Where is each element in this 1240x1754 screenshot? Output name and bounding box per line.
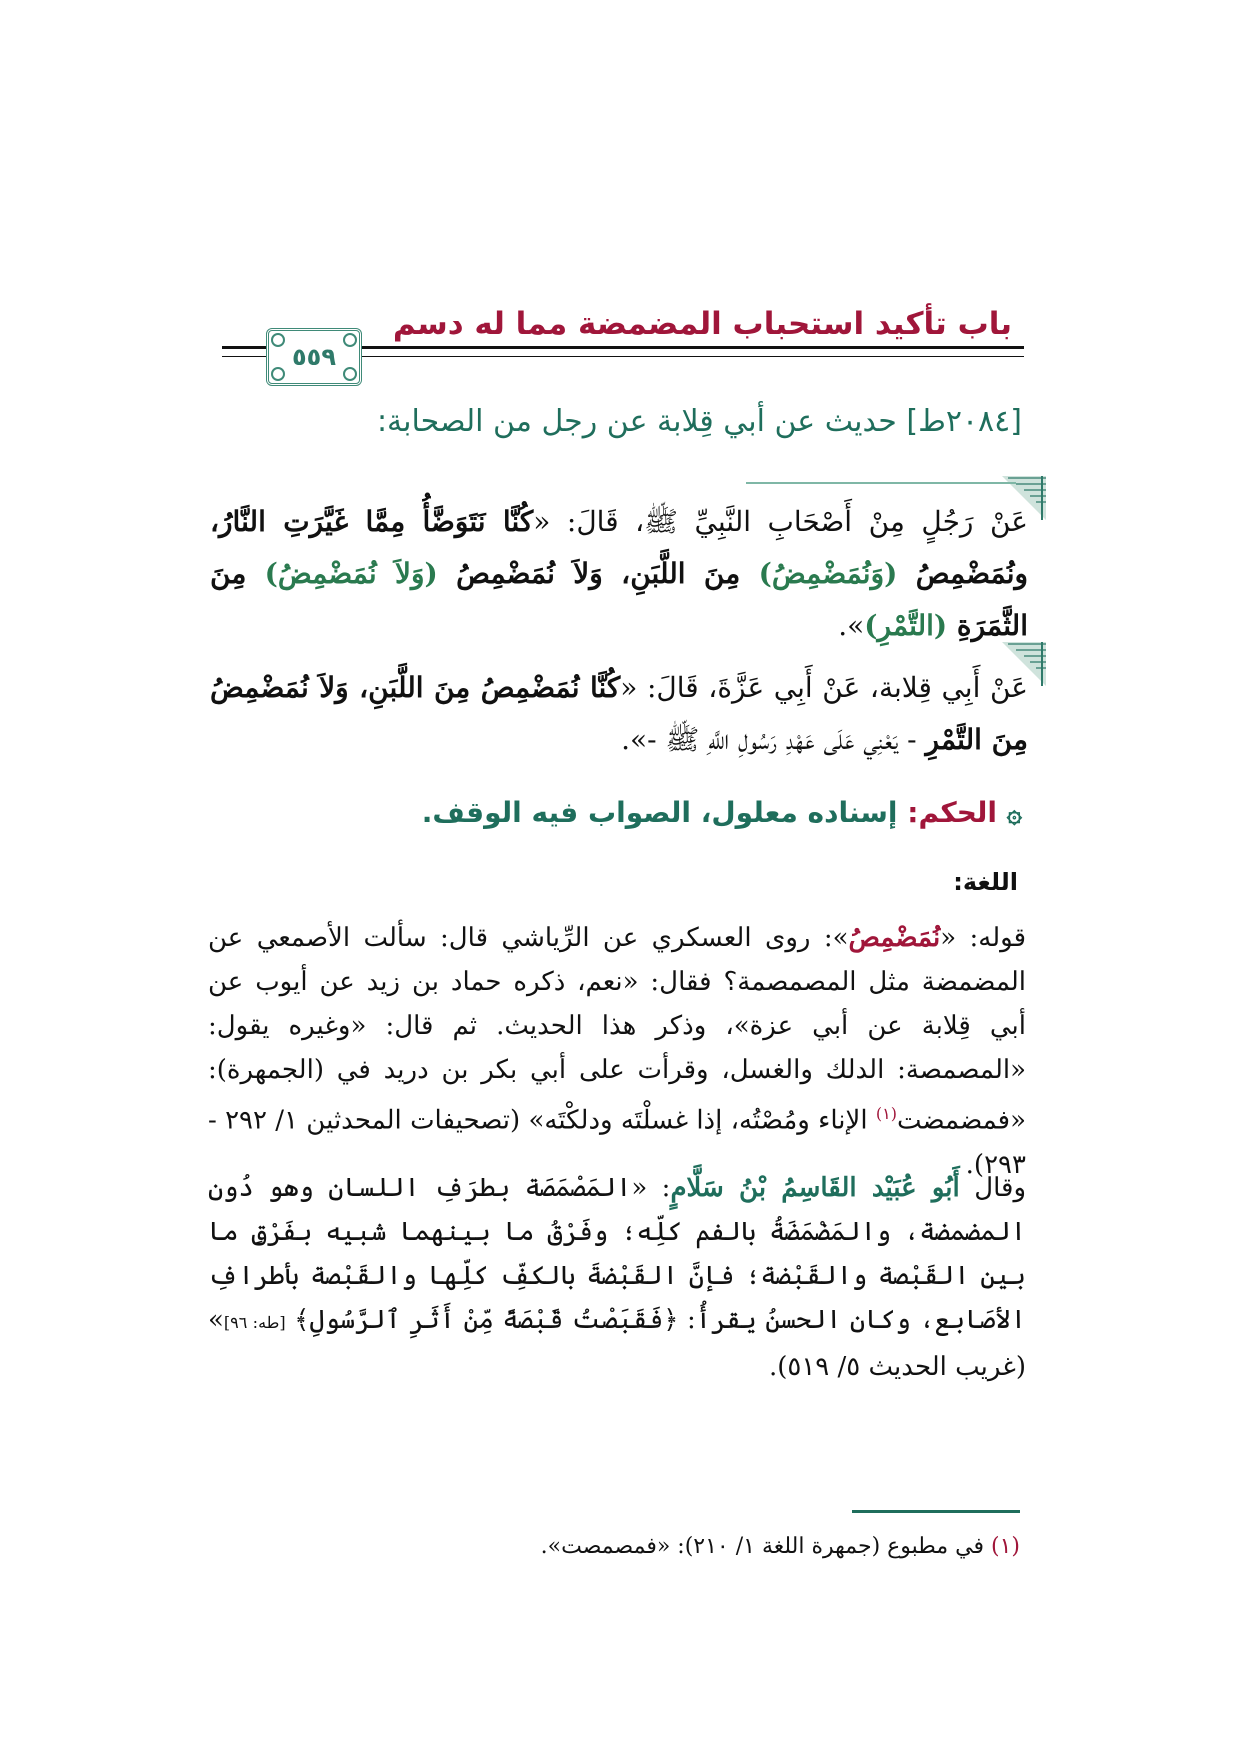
para1-intro: قوله: «: [940, 923, 1027, 953]
ruling-text: إسناده معلول، الصواب فيه الوقف.: [421, 796, 908, 829]
footnote-text: في مطبوع (جمهرة اللغة ١/ ٢١٠): «فمصمصت».: [540, 1534, 991, 1559]
hadith1-matn-a: كُنَّا نَتَوَضَّأُ مِمَّا غَيَّرَتِ النَّارُ، ونُمَضْمِصُ: [210, 505, 1029, 590]
hadith-corner-ornament-icon: [1002, 642, 1046, 686]
para2-end: » (غريب الحديث ٥/ ٥١٩).: [208, 1305, 1026, 1382]
page-number-badge: [266, 328, 362, 386]
footnote-reference[interactable]: (١): [875, 1104, 897, 1123]
hadith-text-1: [210, 482, 1028, 652]
page-number: ٥٥٩: [292, 343, 336, 371]
header-rule-left-thin: [222, 356, 266, 357]
hadith1-end: ».: [838, 609, 865, 642]
hadith2-end: - يَعْنِي عَلَى عَهْدِ رَسُولِ اللَّهِ ﷺ -».: [621, 723, 926, 756]
para1-keyword: نُمَضْمِصُ: [848, 923, 941, 953]
hadith1-matn-b: مِنَ اللَّبَنِ، وَلاَ نُمَضْمِصُ: [456, 557, 741, 590]
hadith1-intro: عَنْ رَجُلٍ مِنْ أَصْحَابِ النَّبِيِّ ﷺ، قَالَ: «: [533, 505, 1028, 538]
header-rule-left: [222, 346, 266, 349]
footnote-separator: [852, 1510, 1020, 1513]
hadith1-variant-a: (وَنُمَضْمِضُ): [740, 557, 916, 590]
hadith-text-2: [210, 648, 1028, 766]
quran-reference: [طه: ٩٦]: [223, 1313, 286, 1332]
header-rule-right: [358, 346, 1024, 349]
hadith1-variant-c: (التَّمْرِ): [864, 609, 957, 642]
hadith-reference: [٢٠٨٤ط]: [906, 404, 1022, 439]
hadith-top-line: [746, 482, 1016, 484]
flower-ornament-icon: ۞: [1006, 799, 1022, 829]
section-title: حديث عن أبي قِلابة عن رجل من الصحابة:: [376, 404, 897, 439]
para2-intro: وقال: [959, 1173, 1027, 1203]
ruling-label: الحكم:: [907, 796, 998, 829]
footnote: [200, 1534, 1020, 1559]
hadith1-matn-c: مِنَ الثَّمَرَةِ: [210, 557, 1028, 642]
header-rule-right-thin: [358, 356, 1024, 357]
footnote-number: (١): [990, 1534, 1020, 1559]
para1-body: »: روى العسكري عن الرِّياشي قال: سألت الأصمعي عن المضمضة مثل المصمصمة؟ فقال: «نعم، ذكره حماد بن زيد عن أيوب عن أبي قِلابة عن أبي عزة»، وذكر هذا الحديث. ثم قال: «وغيره يقول: «المصمصة: الدلك والغسل، وقرأت على أبي بكر بن دريد في (الجمهرة): «فمضمضت: [208, 923, 1026, 1136]
hadith2-matn: كُنَّا نُمَضْمِصُ مِنَ اللَّبَنِ، وَلاَ نُمَضْمِضُ مِنَ التَّمْرِ: [210, 671, 1028, 756]
hadith-block-2: [210, 648, 1028, 766]
language-label: اللغة:: [953, 868, 1018, 896]
para2-body: : «المَصْمَصَة بطرَفِ اللسان وهو دُون المضمضة، والمَضْمَضَةُ بالفم كلِّه؛ وفَرْقُ ما بينهما شبيه بفَرْقِ ما بين القَبْصة والقَبْضة؛ فإنَّ القَبْضةَ بالكفِّ كلِّها والقَبْصة بأطرافِ الأصَابع، وكان الحسنُ يقرأُ: ﴿فَقَبَصْتُ قَبْصَةً مِّنْ أَثَرِ ٱلرَّسُولِ﴾: [208, 1173, 1026, 1335]
running-title: باب تأكيد استحباب المضمضة مما له دسم: [392, 306, 1012, 342]
hadith-block-1: [210, 482, 1028, 652]
section-heading: [202, 404, 1022, 439]
commentary-paragraph-2: [208, 1166, 1026, 1389]
para2-scholar-name: أَبُو عُبَيْد القَاسِمُ بْنُ سَلَّامٍ: [670, 1173, 960, 1203]
para1-end: الإناء ومُصْتُه، إذا غسلْتَه ودلكْتَه» (تصحيفات المحدثين ١/ ٢٩٢ - ٢٩٣).: [208, 1105, 1026, 1180]
hadith1-variant-b: (وَلاَ نُمَضْمِضُ): [246, 557, 457, 590]
commentary-paragraph-1: [208, 916, 1026, 1187]
ruling: [202, 796, 1022, 829]
hadith2-intro: عَنْ أَبِي قِلابة، عَنْ أَبِي عَزَّةَ، قَالَ: «: [620, 671, 1028, 704]
